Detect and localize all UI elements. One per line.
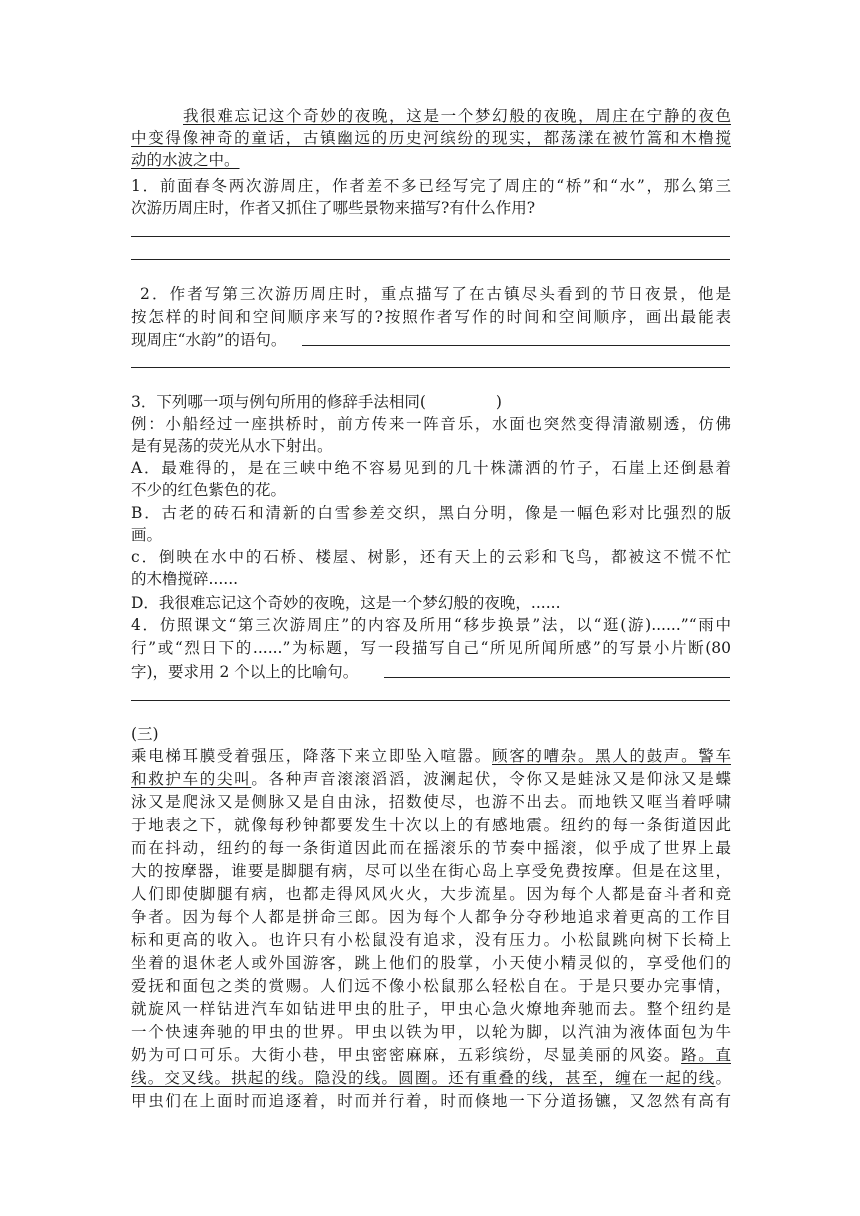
answer-line[interactable] bbox=[384, 677, 730, 678]
q2-line-2: 按怎样的时间和空间顺序来写的?按照作者写作的时间和空间顺序，画出最能表 bbox=[131, 308, 731, 326]
q3-option-c-line-2: 的木橹搅碎...... bbox=[131, 570, 239, 588]
q4-line-1: 4．仿照课文“第三次游周庄”的内容及所用“移步换景”法，以“逛(游)......”“雨中 bbox=[131, 616, 731, 634]
q3-stem-text: 3．下列哪一项与例句所用的修辞手法相同( bbox=[131, 393, 426, 411]
q2-line-1: 2．作者写第三次游历周庄时，重点描写了在古镇尽头看到的节日夜景，他是 bbox=[140, 285, 731, 303]
q2-text-3: 现周庄“水韵”的语句。 bbox=[131, 331, 287, 349]
passage-text: 乘电梯耳膜受着强压，降落下来立即坠入喧嚣。 bbox=[131, 747, 492, 765]
passage-line-9: 标和更高的收入。也许只有小松鼠没有追求，没有压力。小松鼠跳向树下长椅上 bbox=[131, 931, 731, 949]
q3-option-a-line-2: 不少的红色紫色的花。 bbox=[131, 481, 287, 499]
q3-option-d-line-1: D．我很难忘记这个奇妙的夜晚，这是一个梦幻般的夜晚，...... bbox=[131, 594, 561, 612]
passage-text: 。各种声音滚滚滔滔，波澜起伏，令你又是蛙泳又是仰泳又是蝶 bbox=[251, 770, 731, 788]
q2-line-3 bbox=[131, 329, 731, 351]
passage-line-6: 大的按摩器，谁要是脚腿有病，尽可以坐在街心岛上享受免费按摩。但是在这里， bbox=[131, 862, 731, 880]
intro-text-2: 中变得像神奇的童话，古镇幽远的历史河缤纷的现实，都荡漾在被竹篙和木橹搅 bbox=[131, 129, 731, 147]
intro-line-2 bbox=[131, 127, 731, 149]
intro-text-3: 动的水波之中。 bbox=[131, 151, 240, 169]
q1-line-2: 次游历周庄时，作者又抓住了哪些景物来描写?有什么作用? bbox=[131, 199, 536, 217]
answer-line[interactable] bbox=[131, 700, 730, 701]
q4-line-2: 行”或“烈日下的......”为标题，写一段描写自己“所见所闻所感”的写景小片断(80 bbox=[131, 639, 731, 657]
passage-line-13: 一个快速奔驰的甲虫的世界。甲虫以铁为甲，以轮为脚，以汽油为液体面包为牛 bbox=[131, 1023, 731, 1041]
intro-line-3 bbox=[131, 149, 731, 171]
passage-line-1 bbox=[131, 745, 731, 767]
q1-line-1: 1．前面春冬两次游周庄，作者差不多已经写完了周庄的“桥”和“水”，那么第三 bbox=[131, 177, 731, 195]
q3-option-b-line-1: B．古老的砖石和清新的白雪参差交织，黑白分明，像是一幅色彩对比强烈的版 bbox=[131, 504, 731, 522]
passage-line-7: 人们即使脚腿有病，也都走得风风火火，大步流星。因为每个人都是奋斗者和竞 bbox=[131, 885, 731, 903]
passage-underlined: 和救护车的尖叫 bbox=[131, 770, 252, 788]
q3-option-c-line-1: c．倒映在水中的石桥、楼屋、树影，还有天上的云彩和飞鸟，都被这不慌不忙 bbox=[131, 548, 731, 566]
q3-stem bbox=[131, 391, 731, 413]
passage-line-10: 坐着的退休老人或外国游客，跳上他们的股掌，小天使小精灵似的，享受他们的 bbox=[131, 954, 731, 972]
section-heading: (三) bbox=[131, 725, 159, 743]
passage-line-5: 而在抖动，纽约的每一条街道因此而在摇滚乐的节奏中摇滚，似乎成了世界上最 bbox=[131, 839, 731, 857]
passage-line-3: 泳又是爬泳又是侧脉又是自由泳，招数使尽，也游不出去。而地铁又哐当着呼啸 bbox=[131, 793, 731, 811]
q3-option-b-line-2: 画。 bbox=[131, 526, 163, 544]
answer-line[interactable] bbox=[131, 367, 730, 368]
q3-stem-close: ) bbox=[495, 393, 502, 411]
passage-underlined: 线。交叉线。拱起的线。隐没的线。圆圈。还有重叠的线，甚至，缠在一起的线 bbox=[131, 1069, 716, 1087]
passage-text: 。 bbox=[715, 1069, 731, 1087]
answer-line[interactable] bbox=[131, 236, 730, 237]
intro-line-1 bbox=[183, 105, 731, 127]
passage-line-4: 于地表之下，就像每秒钟都要发生十次以上的有感地震。纽约的每一条街道因此 bbox=[131, 816, 731, 834]
q3-option-a-line-1: A．最难得的，是在三峡中绝不容易见到的几十株潇洒的竹子，石崖上还倒悬着 bbox=[131, 459, 731, 477]
passage-underlined: 路。直 bbox=[681, 1046, 731, 1064]
passage-line-11: 爱抚和面包之类的赏赐。人们远不像小松鼠那么轻松自在。于是只要办完事情， bbox=[131, 977, 731, 995]
q3-example-line-1: 例：小船经过一座拱桥时，前方传来一阵音乐，水面也突然变得清澈剔透，仿佛 bbox=[131, 415, 731, 433]
q4-text-3: 字)，要求用 2 个以上的比喻句。 bbox=[131, 663, 359, 681]
passage-underlined: 顾客的嘈杂。黑人的鼓声。警车 bbox=[492, 747, 731, 765]
passage-text: 奶为可口可乐。大街小巷，甲虫密密麻麻，五彩缤纷，尽显美丽的风姿。 bbox=[131, 1046, 682, 1064]
intro-text-1: 我很难忘记这个奇妙的夜晚，这是一个梦幻般的夜晚，周庄在宁静的夜色 bbox=[183, 107, 731, 125]
passage-line-15 bbox=[131, 1067, 731, 1089]
passage-line-14 bbox=[131, 1044, 731, 1066]
passage-line-12: 就旋风一样钻进汽车如钻进甲虫的肚子，甲虫心急火燎地奔驰而去。整个纽约是 bbox=[131, 1000, 731, 1018]
passage-line-2 bbox=[131, 768, 731, 790]
answer-line[interactable] bbox=[302, 345, 730, 346]
passage-line-8: 争者。因为每个人都是拼命三郎。因为每个人都争分夺秒地追求着更高的工作目 bbox=[131, 908, 731, 926]
passage-line-16: 甲虫们在上面时而追逐着，时而并行着，时而倏地一下分道扬镳，又忽然有高有 bbox=[131, 1092, 731, 1110]
q4-line-3 bbox=[131, 661, 731, 683]
answer-line[interactable] bbox=[131, 259, 730, 260]
q3-example-line-2: 是有晃荡的荧光从水下射出。 bbox=[131, 437, 333, 455]
